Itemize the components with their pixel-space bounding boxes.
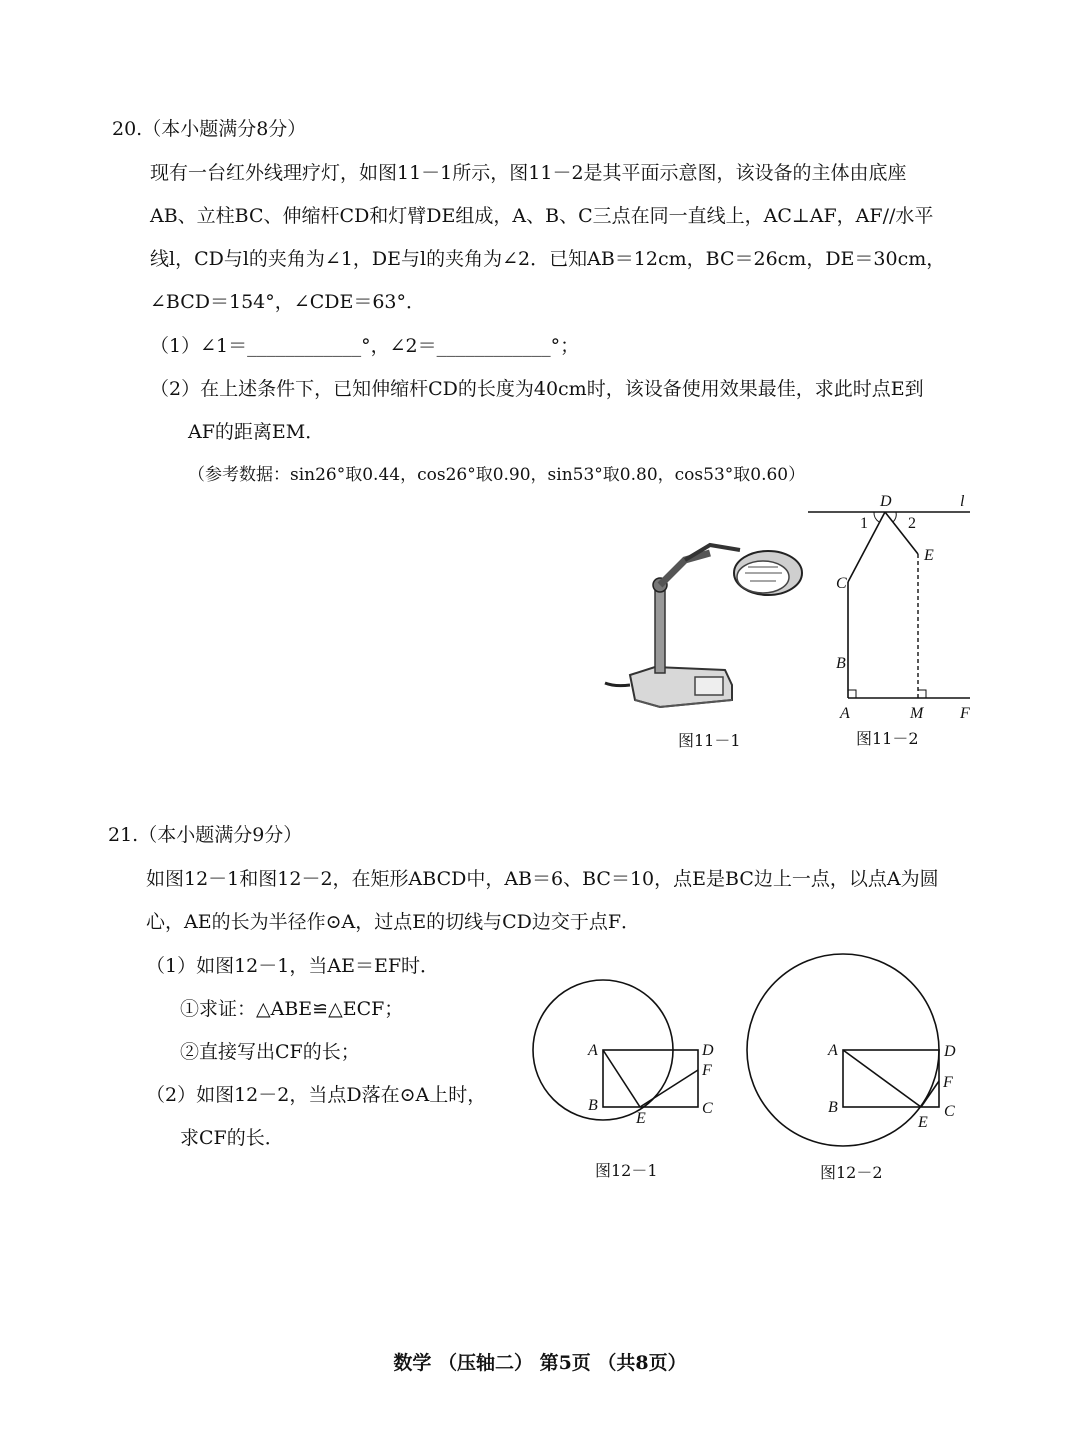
q21-line-1: 如图12－1和图12－2，在矩形ABCD中，AB＝6、BC＝10，点E是BC边上一点，以点A为圆 xyxy=(146,868,939,890)
q21-part1-i: ①求证：△ABE≌△ECF； xyxy=(180,998,404,1020)
fig12-1-caption: 图12－1 xyxy=(595,1161,658,1180)
label-B: B xyxy=(828,1099,838,1116)
label-E: E xyxy=(918,1114,928,1131)
label-F: F xyxy=(960,705,970,722)
fig11-2-caption: 图11－2 xyxy=(856,729,919,748)
label-C: C xyxy=(944,1103,955,1120)
q20-reference-data: （参考数据：sin26°取0.44，cos26°取0.90，sin53°取0.80，cos53°取0.60） xyxy=(188,465,806,485)
q21-line-2: 心，AE的长为半径作⊙A，过点E的切线与CD边交于点F． xyxy=(146,911,641,933)
label-D: D xyxy=(702,1042,714,1059)
fig11-1-caption: 图11－1 xyxy=(678,731,741,750)
q21-part1-ii: ②直接写出CF的长； xyxy=(180,1041,360,1063)
label-M: M xyxy=(910,705,924,722)
q20-part1: （1）∠1＝____________°，∠2＝____________°； xyxy=(150,335,580,357)
label-A: A xyxy=(588,1042,598,1059)
q21-part2-cont: 求CF的长． xyxy=(180,1127,284,1149)
label-angle-2: 2 xyxy=(908,515,916,532)
label-F: F xyxy=(702,1062,712,1079)
fig12-2-caption: 图12－2 xyxy=(820,1163,883,1182)
label-D: D xyxy=(880,493,892,510)
fig12-1-diagram xyxy=(520,965,730,1145)
label-C: C xyxy=(702,1100,713,1117)
q20-line-4: ∠BCD＝154°，∠CDE＝63°． xyxy=(150,291,426,313)
label-A: A xyxy=(828,1042,838,1059)
q20-part2: （2）在上述条件下，已知伸缩杆CD的长度为40cm时，该设备使用效果最佳，求此时点E到 xyxy=(150,378,924,400)
page-footer: 数学 （压轴二） 第5页 （共8页） xyxy=(393,1352,687,1374)
q20-line-2: AB、立柱BC、伸缩杆CD和灯臂DE组成，A、B、C三点在同一直线上，AC⊥AF，AF//水平 xyxy=(150,205,934,227)
label-D: D xyxy=(944,1043,956,1060)
q20-line-1: 现有一台红外线理疗灯，如图11－1所示，图11－2是其平面示意图，该设备的主体由底座 xyxy=(150,162,907,184)
label-angle-1: 1 xyxy=(860,515,868,532)
label-F: F xyxy=(943,1074,953,1091)
label-B: B xyxy=(836,655,846,672)
label-B: B xyxy=(588,1097,598,1114)
label-l: l xyxy=(960,493,965,510)
label-C: C xyxy=(836,575,847,592)
label-E: E xyxy=(924,547,934,564)
fig12-2-diagram xyxy=(740,945,970,1165)
q21-part1: （1）如图12－1，当AE＝EF时． xyxy=(146,955,439,977)
label-A: A xyxy=(840,705,850,722)
q20-part2-cont: AF的距离EM． xyxy=(188,421,325,443)
q20-line-3: 线l，CD与l的夹角为∠1，DE与l的夹角为∠2．已知AB＝12cm，BC＝26cm，DE＝30cm， xyxy=(150,248,946,270)
q20-header: 20.（本小题满分8分） xyxy=(112,118,307,140)
lamp-photo xyxy=(600,525,815,720)
fig11-2-diagram xyxy=(800,490,990,730)
q21-part2: （2）如图12－2，当点D落在⊙A上时， xyxy=(146,1084,487,1106)
label-E: E xyxy=(636,1110,646,1127)
q21-header: 21.（本小题满分9分） xyxy=(108,824,303,846)
